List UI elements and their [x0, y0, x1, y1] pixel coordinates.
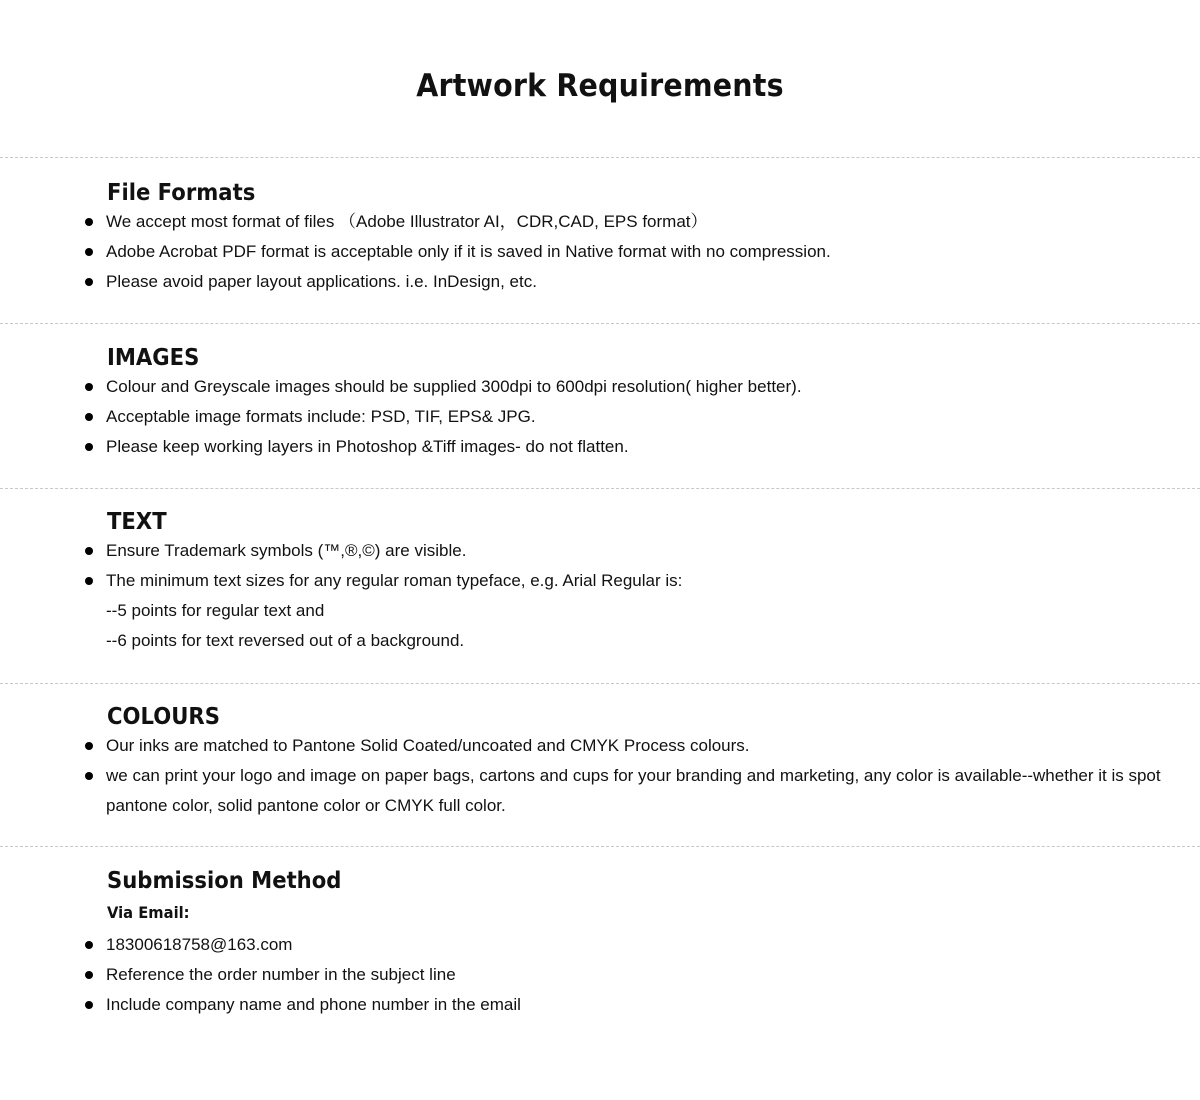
- colours-section: [0, 702, 1200, 821]
- list-item: Please avoid paper layout applications. i.e. InDesign, etc.: [0, 267, 1200, 297]
- list-item: We accept most format of files （Adobe Illustrator AI，CDR,CAD, EPS format）: [0, 207, 1200, 237]
- list-subitem: --6 points for text reversed out of a background.: [106, 631, 465, 650]
- list-item: Ensure Trademark symbols (™,®,©) are visible.: [0, 536, 1200, 566]
- images-section: [0, 343, 1200, 462]
- submission-list: [0, 930, 1200, 1020]
- list-item: Acceptable image formats include: PSD, TIF, EPS& JPG.: [0, 402, 1200, 432]
- list-item: we can print your logo and image on paper bags, cartons and cups for your branding and marketing, any color is available--whether it is spot pantone color, solid pantone color or CMYK full color.: [0, 761, 1200, 821]
- file-formats-section: [0, 178, 1200, 297]
- colours-list: [0, 731, 1200, 821]
- section-divider: [0, 488, 1200, 489]
- section-heading-submission-method: Submission Method: [107, 868, 342, 894]
- list-item: Reference the order number in the subject line: [0, 960, 1200, 990]
- list-item-email: 18300618758@163.com: [0, 930, 1200, 960]
- list-item: Colour and Greyscale images should be supplied 300dpi to 600dpi resolution( higher better).: [0, 372, 1200, 402]
- section-heading-images: IMAGES: [107, 345, 200, 371]
- text-list: [0, 536, 1200, 656]
- page-title: Artwork Requirements: [416, 68, 784, 104]
- list-subitem: --5 points for regular text and: [106, 601, 325, 620]
- section-divider: [0, 846, 1200, 847]
- section-divider: [0, 683, 1200, 684]
- submission-method-section: [0, 866, 1200, 1020]
- section-divider: [0, 323, 1200, 324]
- list-item: Please keep working layers in Photoshop &Tiff images- do not flatten.: [0, 432, 1200, 462]
- section-heading-colours: COLOURS: [107, 704, 220, 730]
- images-list: [0, 372, 1200, 462]
- list-item: Adobe Acrobat PDF format is acceptable only if it is saved in Native format with no compression.: [0, 237, 1200, 267]
- section-heading-text: TEXT: [107, 509, 167, 535]
- list-item: The minimum text sizes for any regular roman typeface, e.g. Arial Regular is:: [0, 566, 1200, 596]
- section-divider: [0, 157, 1200, 158]
- section-heading-file-formats: File Formats: [107, 180, 256, 206]
- list-item: Include company name and phone number in the email: [0, 990, 1200, 1020]
- file-formats-list: [0, 207, 1200, 297]
- via-email-heading: Via Email:: [107, 903, 190, 922]
- text-section: [0, 507, 1200, 656]
- list-item: Our inks are matched to Pantone Solid Coated/uncoated and CMYK Process colours.: [0, 731, 1200, 761]
